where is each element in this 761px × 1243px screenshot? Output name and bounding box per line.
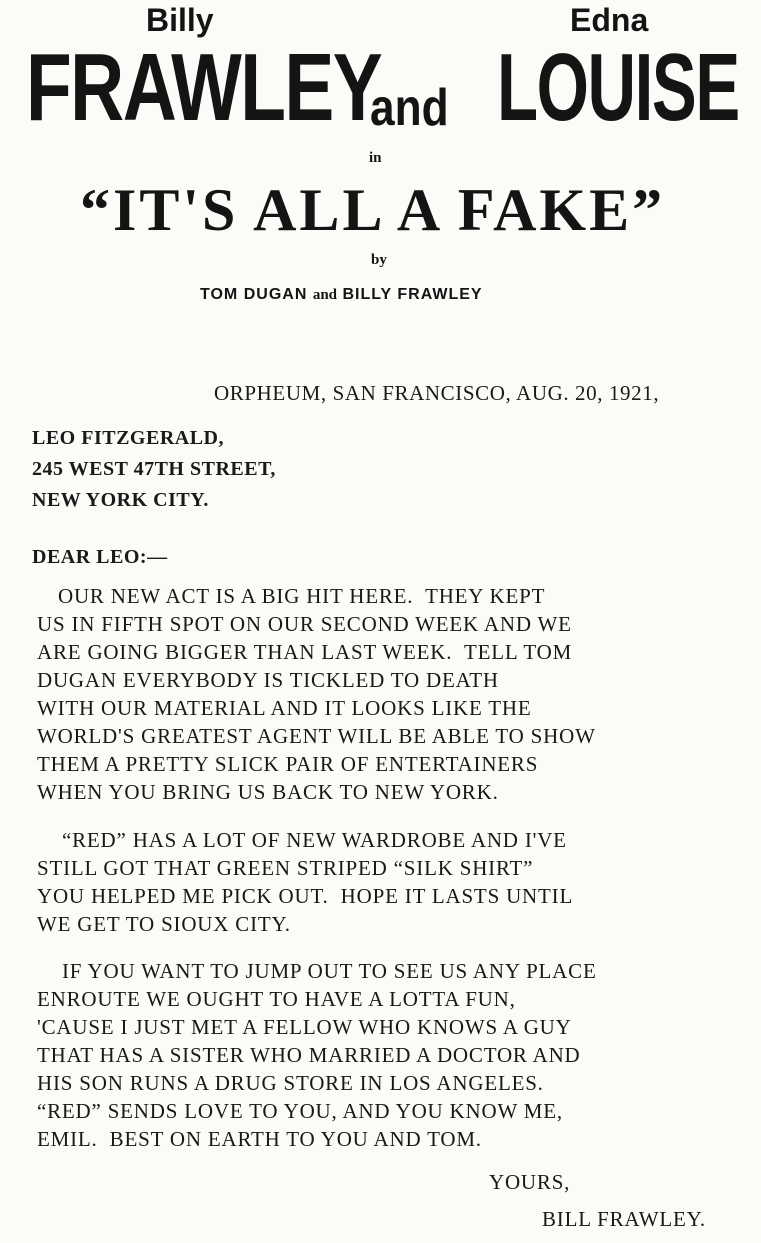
closing: YOURS,	[489, 1170, 571, 1194]
paragraph-1-line: THEM A PRETTY SLICK PAIR OF ENTERTAINERS	[37, 752, 539, 776]
paragraph-1-line: WORLD'S GREATEST AGENT WILL BE ABLE TO SHOW	[37, 724, 596, 748]
paragraph-2-line: “RED” HAS A LOT OF NEW WARDROBE AND I'VE	[62, 828, 567, 852]
recipient-street: 245 WEST 47TH STREET,	[32, 458, 276, 480]
author-tom-dugan: TOM DUGAN	[200, 286, 308, 303]
by-word: by	[371, 252, 387, 268]
recipient-city: NEW YORK CITY.	[32, 489, 209, 511]
paragraph-1-line: WHEN YOU BRING US BACK TO NEW YORK.	[37, 780, 499, 804]
paragraph-3-line: IF YOU WANT TO JUMP OUT TO SEE US ANY PLACE	[62, 959, 597, 983]
author-billy-frawley: BILLY FRAWLEY	[342, 286, 483, 303]
paragraph-3-line: 'CAUSE I JUST MET A FELLOW WHO KNOWS A GUY	[37, 1015, 572, 1039]
salutation: DEAR LEO:—	[32, 546, 168, 568]
signature: BILL FRAWLEY.	[542, 1207, 706, 1231]
paragraph-3-line: “RED” SENDS LOVE TO YOU, AND YOU KNOW ME,	[37, 1099, 563, 1123]
paragraph-1-line: ARE GOING BIGGER THAN LAST WEEK. TELL TOM	[37, 640, 573, 664]
last-name-frawley: FRAWLEY	[26, 34, 382, 141]
paragraph-2-line: YOU HELPED ME PICK OUT. HOPE IT LASTS UNTIL	[37, 884, 574, 908]
paragraph-1-line: WITH OUR MATERIAL AND IT LOOKS LIKE THE	[37, 696, 532, 720]
first-name-billy: Billy	[146, 2, 214, 38]
authors-line	[200, 286, 483, 304]
paragraph-1-line: DUGAN EVERYBODY IS TICKLED TO DEATH	[37, 668, 499, 692]
show-title: “IT'S ALL A FAKE”	[80, 177, 666, 243]
paragraph-3-line: THAT HAS A SISTER WHO MARRIED A DOCTOR AND	[37, 1043, 581, 1067]
paragraph-3-line: ENROUTE WE OUGHT TO HAVE A LOTTA FUN,	[37, 987, 516, 1011]
paragraph-3-line: HIS SON RUNS A DRUG STORE IN LOS ANGELES.	[37, 1071, 544, 1095]
paragraph-1-line: US IN FIFTH SPOT ON OUR SECOND WEEK AND WE	[37, 612, 572, 636]
first-name-edna: Edna	[570, 2, 649, 38]
paragraph-2-line: WE GET TO SIOUX CITY.	[37, 912, 291, 936]
recipient-name: LEO FITZGERALD,	[32, 427, 224, 449]
in-word: in	[369, 150, 382, 166]
paragraph-3-line: EMIL. BEST ON EARTH TO YOU AND TOM.	[37, 1127, 482, 1151]
name-connector: and	[370, 79, 449, 137]
paragraph-2-line: STILL GOT THAT GREEN STRIPED “SILK SHIRT”	[37, 856, 534, 880]
last-name-louise: LOUISE	[497, 34, 739, 141]
paragraph-1-line: OUR NEW ACT IS A BIG HIT HERE. THEY KEPT	[58, 584, 546, 608]
author-connector: and	[312, 287, 338, 303]
dateline: ORPHEUM, SAN FRANCISCO, AUG. 20, 1921,	[214, 381, 660, 405]
